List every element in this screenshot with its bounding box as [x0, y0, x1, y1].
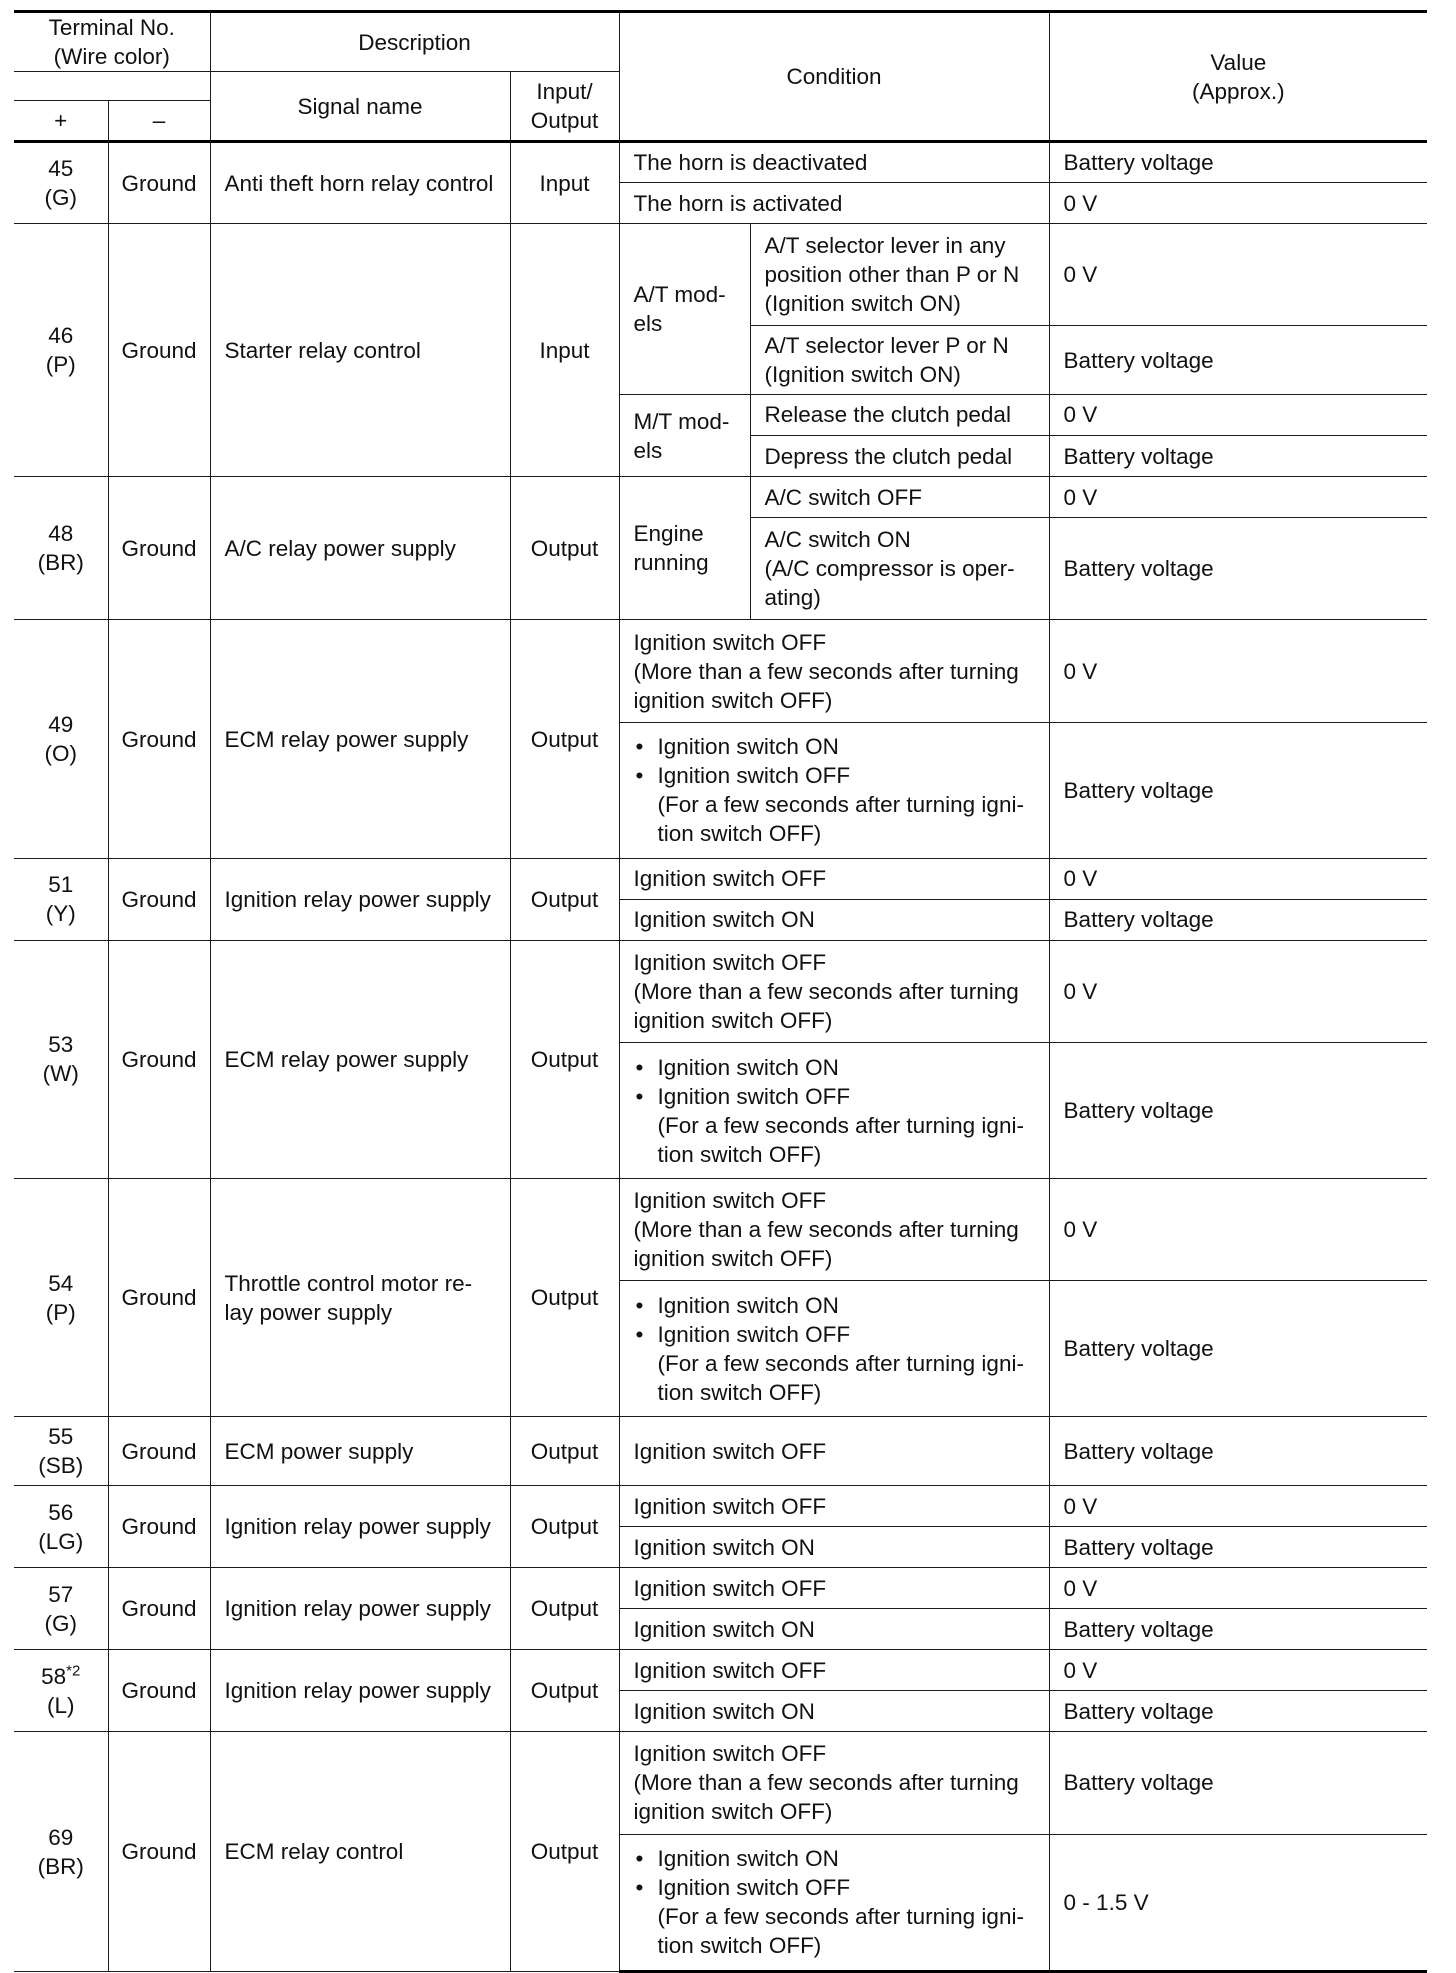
condition-text: position other than P or N — [764, 262, 1020, 288]
value-cell: 0 V — [1049, 477, 1427, 518]
signal-name-line: Throttle control motor re- — [224, 1270, 473, 1296]
condition-note: tion switch OFF) — [657, 1141, 822, 1167]
condition-cell — [619, 1568, 1049, 1609]
terminal-number — [18, 1030, 104, 1059]
terminal-number-text: 51 — [48, 872, 74, 898]
terminal-number-text: 57 — [48, 1581, 74, 1607]
terminal-no-header: Terminal No. (Wire color) — [14, 12, 210, 72]
condition-text: (More than a few seconds after turning — [633, 1217, 1019, 1243]
value-cell: Battery voltage — [1049, 436, 1427, 477]
condition-text: A/C switch OFF — [764, 484, 923, 510]
condition-text: A/C switch ON — [764, 527, 911, 553]
condition-text: Ignition switch OFF — [633, 629, 827, 655]
signal-name-line: Ignition relay power supply — [224, 1514, 491, 1540]
terminal-cell — [14, 1568, 108, 1650]
terminal-number — [18, 519, 104, 548]
terminal-cell — [14, 858, 108, 940]
value-cell: 0 V — [1049, 858, 1427, 899]
signal-name-cell — [210, 940, 510, 1178]
condition-text: Ignition switch OFF — [633, 866, 827, 892]
table-row — [14, 858, 1427, 899]
condition-bullet: • Ignition switch ON — [634, 1844, 1035, 1873]
signal-name-cell — [210, 1732, 510, 1972]
condition-text: Depress the clutch pedal — [764, 443, 1013, 469]
value-cell: 0 V — [1049, 183, 1427, 224]
terminal-cell — [14, 940, 108, 1178]
wire-color: (BR) — [37, 550, 84, 576]
signal-name-header: Signal name — [210, 72, 510, 142]
condition-cell — [619, 1179, 1049, 1281]
condition-text: Ignition switch OFF — [633, 1438, 827, 1464]
condition-text: Ignition switch OFF — [633, 949, 827, 975]
group-label-line: M/T mod- — [633, 408, 730, 434]
signal-name-cell — [210, 1568, 510, 1650]
condition-header: Condition — [619, 12, 1049, 142]
terminal-number-text: 55 — [48, 1424, 74, 1450]
signal-name-line: A/C relay power supply — [224, 535, 456, 561]
condition-text: Ignition switch OFF — [633, 1657, 827, 1683]
condition-text: ignition switch OFF) — [633, 1799, 833, 1825]
signal-name-cell — [210, 858, 510, 940]
terminal-number-text: 46 — [48, 323, 74, 349]
value-cell: Battery voltage — [1049, 1609, 1427, 1650]
wire-color: (L) — [47, 1692, 75, 1718]
ground-cell: Ground — [108, 224, 210, 477]
value-cell: Battery voltage — [1049, 1691, 1427, 1732]
value-cell: Battery voltage — [1049, 1417, 1427, 1486]
signal-name-line: Starter relay control — [224, 337, 421, 363]
terminal-cell — [14, 477, 108, 620]
value-cell: Battery voltage — [1049, 1281, 1427, 1417]
condition-group-label — [619, 224, 750, 395]
condition-cell — [619, 1281, 1049, 1417]
signal-name-line: Ignition relay power supply — [224, 886, 491, 912]
condition-cell — [619, 1527, 1049, 1568]
signal-name-line: Anti theft horn relay control — [224, 170, 494, 196]
condition-cell — [619, 1486, 1049, 1527]
condition-bullet: • Ignition switch ON — [634, 1053, 1035, 1082]
wire-color: (LG) — [38, 1528, 84, 1554]
value-cell: Battery voltage — [1049, 899, 1427, 940]
input-output-cell: Output — [510, 1486, 619, 1568]
wire-color: (Y) — [45, 901, 76, 927]
signal-name-line: ECM relay power supply — [224, 1046, 469, 1072]
condition-text: ating) — [764, 585, 821, 611]
value-cell: 0 V — [1049, 620, 1427, 722]
value-cell: Battery voltage — [1049, 142, 1427, 183]
input-output-cell: Input — [510, 224, 619, 477]
terminal-table — [14, 10, 1427, 1973]
wire-color: (G) — [44, 1610, 77, 1636]
plus-header: + — [14, 101, 108, 142]
signal-name-line: ECM relay control — [224, 1839, 404, 1865]
terminal-cell — [14, 1486, 108, 1568]
ground-cell: Ground — [108, 1568, 210, 1650]
condition-cell — [619, 1834, 1049, 1971]
input-output-cell: Output — [510, 858, 619, 940]
terminal-number-text: 58 — [41, 1663, 67, 1689]
input-output-cell: Output — [510, 1568, 619, 1650]
signal-name-line: ECM relay power supply — [224, 726, 469, 752]
value-cell: Battery voltage — [1049, 722, 1427, 858]
signal-name-line: Ignition relay power supply — [224, 1678, 491, 1704]
signal-name-cell — [210, 1179, 510, 1417]
wire-color: (P) — [45, 352, 76, 378]
condition-text: The horn is deactivated — [633, 150, 868, 176]
condition-bullet: • Ignition switch ON — [634, 732, 1035, 761]
condition-bullet: • Ignition switch OFF — [634, 1873, 1035, 1902]
terminal-number-text: 69 — [48, 1824, 74, 1850]
value-cell: 0 V — [1049, 940, 1427, 1042]
value-cell: 0 V — [1049, 1568, 1427, 1609]
value-cell: 0 V — [1049, 1179, 1427, 1281]
group-label-line: Engine — [633, 521, 704, 547]
condition-cell — [619, 142, 1049, 183]
condition-text: Ignition switch OFF — [633, 1493, 827, 1519]
condition-note: (For a few seconds after turning igni- — [657, 1350, 1024, 1376]
signal-name-cell — [210, 1417, 510, 1486]
terminal-number — [18, 1662, 104, 1691]
condition-text: Ignition switch ON — [633, 1616, 815, 1642]
terminal-number — [18, 1498, 104, 1527]
table-row — [14, 1417, 1427, 1486]
condition-note: (For a few seconds after turning igni- — [657, 792, 1024, 818]
terminal-cell — [14, 1417, 108, 1486]
condition-bullet: • Ignition switch OFF — [634, 1320, 1035, 1349]
condition-cell — [619, 722, 1049, 858]
condition-text: Ignition switch OFF — [633, 1741, 827, 1767]
ground-cell: Ground — [108, 1417, 210, 1486]
terminal-number-text: 49 — [48, 712, 74, 738]
terminal-cell — [14, 1650, 108, 1732]
table-row — [14, 1732, 1427, 1834]
terminal-cell — [14, 224, 108, 477]
condition-cell — [750, 224, 1049, 326]
condition-bullet: • Ignition switch OFF — [634, 1082, 1035, 1111]
wire-color: (BR) — [37, 1853, 84, 1879]
condition-text: Ignition switch ON — [633, 907, 815, 933]
terminal-number — [18, 154, 104, 183]
ground-cell: Ground — [108, 940, 210, 1178]
condition-text: ignition switch OFF) — [633, 1246, 833, 1272]
table-row — [14, 224, 1427, 326]
condition-text: Release the clutch pedal — [764, 402, 1011, 428]
input-output-cell: Output — [510, 1650, 619, 1732]
terminal-cell — [14, 1179, 108, 1417]
group-label-line: running — [633, 550, 709, 576]
ground-cell: Ground — [108, 142, 210, 224]
table-row — [14, 1568, 1427, 1609]
condition-text: (More than a few seconds after turning — [633, 978, 1019, 1004]
terminal-number — [18, 1269, 104, 1298]
condition-cell — [619, 940, 1049, 1042]
condition-cell — [619, 1043, 1049, 1179]
signal-name-cell — [210, 142, 510, 224]
condition-text: (A/C compressor is oper- — [764, 556, 1015, 582]
table-row — [14, 620, 1427, 722]
value-cell: 0 V — [1049, 1650, 1427, 1691]
condition-text: Ignition switch ON — [633, 1534, 815, 1560]
terminal-number — [18, 1823, 104, 1852]
ground-cell: Ground — [108, 1179, 210, 1417]
wire-color: (SB) — [38, 1453, 84, 1479]
condition-text: ignition switch OFF) — [633, 687, 833, 713]
condition-text: ignition switch OFF) — [633, 1007, 833, 1033]
value-cell: Battery voltage — [1049, 1043, 1427, 1179]
group-label-line: A/T mod- — [633, 282, 726, 308]
value-cell: 0 - 1.5 V — [1049, 1834, 1427, 1971]
condition-cell — [750, 518, 1049, 620]
ground-cell: Ground — [108, 1486, 210, 1568]
value-cell: 0 V — [1049, 224, 1427, 326]
input-output-cell: Output — [510, 1179, 619, 1417]
signal-name-cell — [210, 620, 510, 858]
input-output-cell: Output — [510, 1732, 619, 1972]
table-row — [14, 1650, 1427, 1691]
condition-text: A/T selector lever P or N — [764, 333, 1009, 359]
value-header: Value (Approx.) — [1049, 12, 1427, 142]
condition-cell — [750, 477, 1049, 518]
table-body — [14, 142, 1427, 1972]
table-row — [14, 940, 1427, 1042]
value-cell: Battery voltage — [1049, 1527, 1427, 1568]
input-output-cell: Input — [510, 142, 619, 224]
signal-name-cell — [210, 1650, 510, 1732]
condition-cell — [619, 1609, 1049, 1650]
condition-group-label — [619, 477, 750, 620]
ground-cell: Ground — [108, 620, 210, 858]
terminal-number-text: 54 — [48, 1270, 74, 1296]
value-cell: Battery voltage — [1049, 1732, 1427, 1834]
condition-cell — [750, 326, 1049, 395]
terminal-number-text: 53 — [48, 1032, 74, 1058]
wire-color: (O) — [44, 741, 77, 767]
condition-text: (More than a few seconds after turning — [633, 658, 1019, 684]
condition-cell — [619, 858, 1049, 899]
condition-note: tion switch OFF) — [657, 1933, 822, 1959]
value-cell: 0 V — [1049, 394, 1427, 435]
terminal-number-text: 45 — [48, 156, 74, 182]
table-row — [14, 477, 1427, 518]
condition-text: The horn is activated — [633, 190, 843, 216]
condition-text: A/T selector lever in any — [764, 233, 1006, 259]
condition-cell — [619, 620, 1049, 722]
condition-cell — [750, 436, 1049, 477]
signal-name-cell — [210, 1486, 510, 1568]
condition-note: tion switch OFF) — [657, 821, 822, 847]
table-row — [14, 1486, 1427, 1527]
condition-text: (Ignition switch ON) — [764, 362, 961, 388]
condition-bullet: • Ignition switch ON — [634, 1291, 1035, 1320]
terminal-number — [18, 1580, 104, 1609]
ground-cell: Ground — [108, 858, 210, 940]
signal-name-line: ECM power supply — [224, 1438, 414, 1464]
condition-note: (For a few seconds after turning igni- — [657, 1112, 1024, 1138]
input-output-cell: Output — [510, 1417, 619, 1486]
condition-text: Ignition switch OFF — [633, 1575, 827, 1601]
terminal-number-text: 48 — [48, 521, 74, 547]
value-cell: 0 V — [1049, 1486, 1427, 1527]
condition-cell — [619, 899, 1049, 940]
terminal-number — [18, 1422, 104, 1451]
terminal-footnote-mark: *2 — [66, 1662, 81, 1680]
terminal-number — [18, 710, 104, 739]
condition-bullet: • Ignition switch OFF — [634, 761, 1035, 790]
condition-text: (More than a few seconds after turning — [633, 1770, 1019, 1796]
terminal-number-text: 56 — [48, 1499, 74, 1525]
value-cell: Battery voltage — [1049, 326, 1427, 395]
input-output-cell: Output — [510, 477, 619, 620]
wire-color: (W) — [42, 1061, 79, 1087]
input-output-cell: Output — [510, 620, 619, 858]
table-header — [14, 12, 1427, 142]
input-output-cell: Output — [510, 940, 619, 1178]
condition-cell — [619, 1650, 1049, 1691]
terminal-number — [18, 321, 104, 350]
terminal-cell — [14, 620, 108, 858]
signal-name-cell — [210, 477, 510, 620]
condition-cell — [619, 183, 1049, 224]
condition-cell — [750, 394, 1049, 435]
signal-name-cell — [210, 224, 510, 477]
terminal-cell — [14, 142, 108, 224]
condition-cell — [619, 1732, 1049, 1834]
condition-group-label — [619, 394, 750, 476]
condition-text: Ignition switch OFF — [633, 1188, 827, 1214]
ground-cell: Ground — [108, 1732, 210, 1972]
signal-name-line: Ignition relay power supply — [224, 1596, 491, 1622]
condition-text: Ignition switch ON — [633, 1698, 815, 1724]
group-label-line: els — [633, 437, 663, 463]
condition-note: tion switch OFF) — [657, 1379, 822, 1405]
signal-name-line: lay power supply — [224, 1299, 393, 1325]
condition-note: (For a few seconds after turning igni- — [657, 1904, 1024, 1930]
ground-cell: Ground — [108, 477, 210, 620]
condition-text: (Ignition switch ON) — [764, 291, 961, 317]
value-cell: Battery voltage — [1049, 518, 1427, 620]
description-header: Description — [210, 12, 619, 72]
input-output-header: Input/ Output — [510, 72, 619, 142]
terminal-number — [18, 870, 104, 899]
condition-cell — [619, 1417, 1049, 1486]
terminal-header-spacer — [14, 72, 210, 101]
wire-color: (G) — [44, 185, 77, 211]
wire-color: (P) — [45, 1299, 76, 1325]
group-label-line: els — [633, 311, 663, 337]
terminal-cell — [14, 1732, 108, 1972]
table-row — [14, 142, 1427, 183]
minus-header: – — [108, 101, 210, 142]
condition-cell — [619, 1691, 1049, 1732]
table-row — [14, 1179, 1427, 1281]
ground-cell: Ground — [108, 1650, 210, 1732]
